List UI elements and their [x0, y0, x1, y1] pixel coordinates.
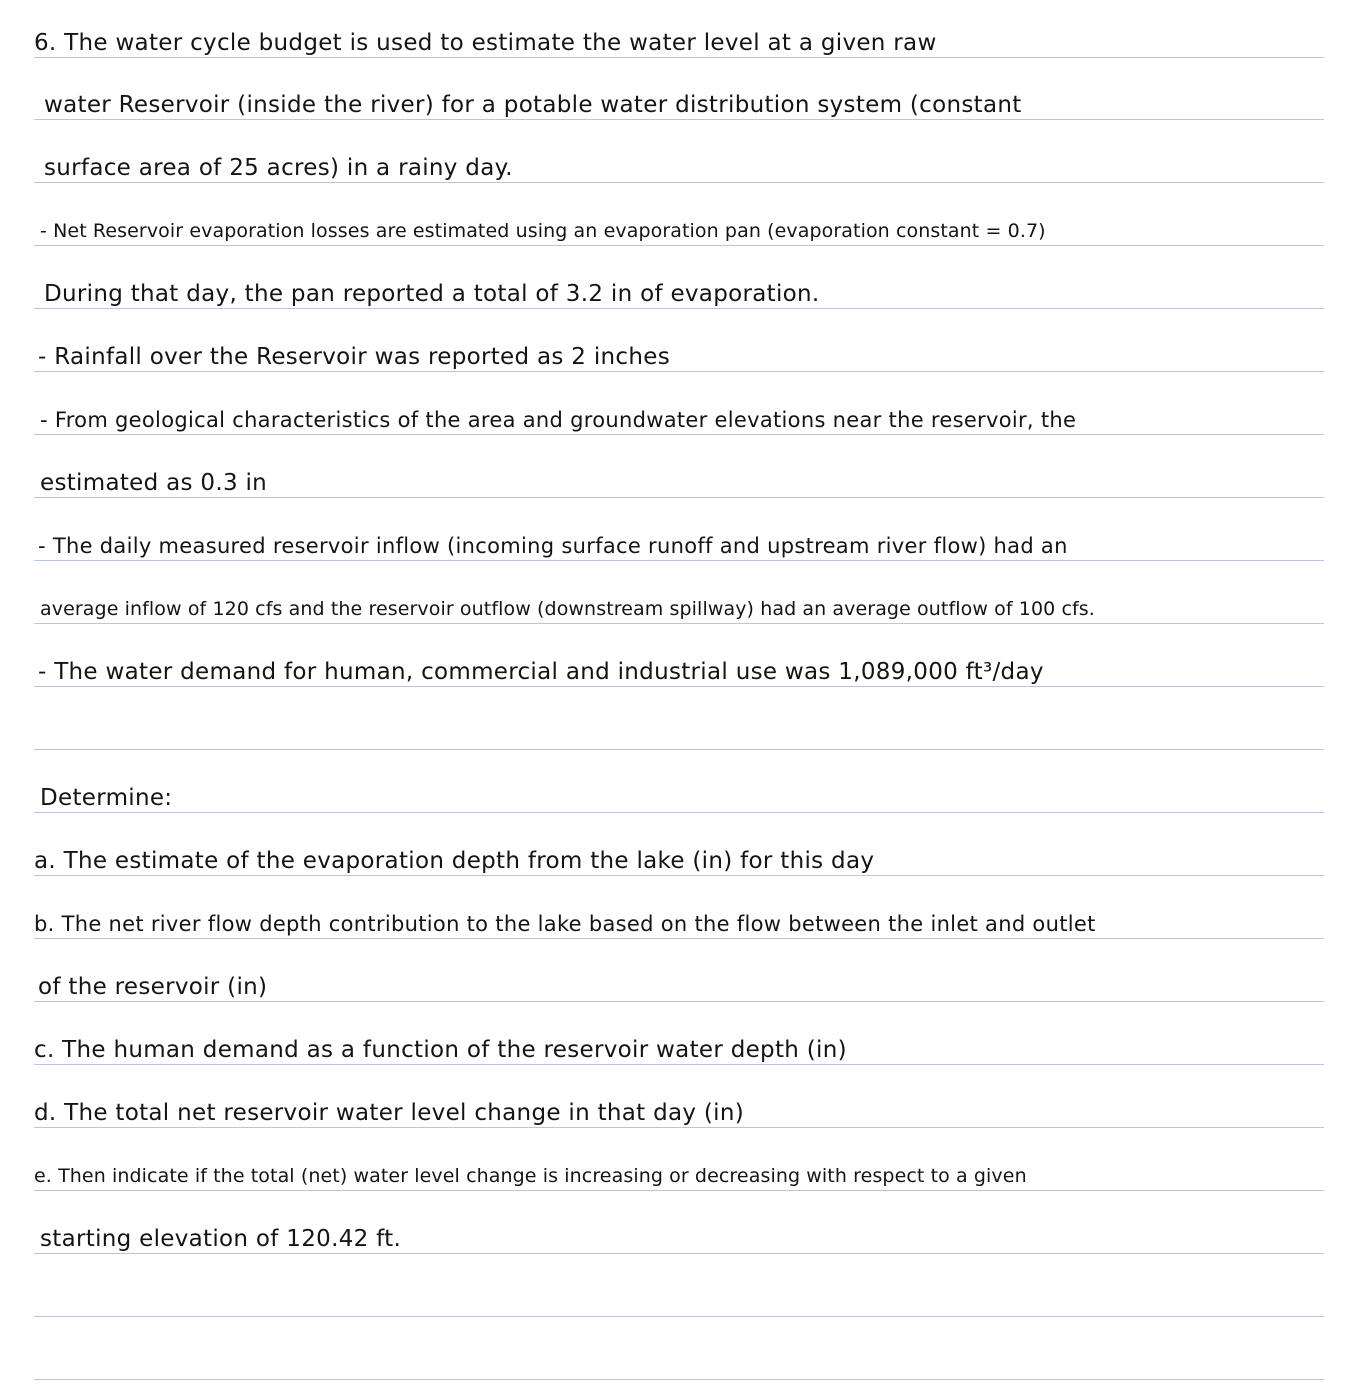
question-e-continued: starting elevation of 120.42 ft. — [40, 1226, 402, 1252]
question-e: e. Then indicate if the total (net) water level change is increasing or decreasing with respect to a given — [34, 1165, 1027, 1187]
evaporation-pan-reading: During that day, the pan reported a total of 3.2 in of evaporation. — [44, 281, 820, 307]
inflow-outflow-values: average inflow of 120 cfs and the reservoir outflow (downstream spillway) had an average outflow of 100 cfs. — [40, 598, 1095, 620]
question-d: d. The total net reservoir water level change in that day (in) — [34, 1100, 745, 1126]
problem-intro-line-1: 6. The water cycle budget is used to estimate the water level at a given raw — [34, 30, 937, 56]
question-b: b. The net river flow depth contribution to the lake based on the flow between the inlet and outlet — [34, 912, 1096, 936]
water-demand-bullet: - The water demand for human, commercial and industrial use was 1,089,000 ft³/day — [38, 659, 1044, 685]
inflow-bullet: - The daily measured reservoir inflow (incoming surface runoff and upstream river flow) had an — [38, 534, 1068, 558]
evaporation-bullet: - Net Reservoir evaporation losses are estimated using an evaporation pan (evaporation constant = 0.7) — [40, 220, 1046, 242]
groundwater-estimate: estimated as 0.3 in — [40, 470, 268, 496]
question-b-continued: of the reservoir (in) — [38, 974, 268, 1000]
ruled-line — [34, 1379, 1324, 1380]
problem-intro-line-2: water Reservoir (inside the river) for a potable water distribution system (constant — [44, 92, 1022, 118]
determine-heading: Determine: — [40, 785, 173, 811]
rainfall-bullet: - Rainfall over the Reservoir was reported as 2 inches — [38, 344, 670, 370]
question-a: a. The estimate of the evaporation depth from the lake (in) for this day — [34, 848, 875, 874]
problem-intro-line-3: surface area of 25 acres) in a rainy day. — [44, 155, 513, 181]
groundwater-bullet: - From geological characteristics of the area and groundwater elevations near the reservoir, the — [40, 408, 1077, 432]
ruled-line — [34, 749, 1324, 750]
ruled-line — [34, 812, 1324, 813]
question-c: c. The human demand as a function of the reservoir water depth (in) — [34, 1037, 847, 1063]
ruled-line — [34, 1316, 1324, 1317]
